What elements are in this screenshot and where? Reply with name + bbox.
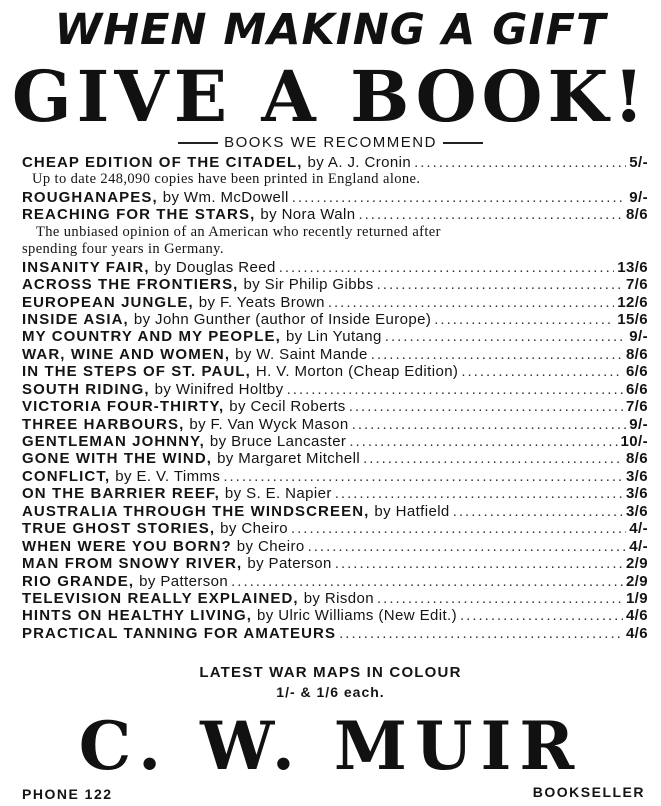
- leader-dots: [453, 503, 623, 520]
- leader-dots: [349, 398, 623, 415]
- book-price: 10/-: [620, 433, 648, 450]
- book-row: [22, 450, 648, 467]
- book-row: [22, 259, 648, 276]
- book-author: by Lin Yutang: [285, 328, 382, 346]
- book-row: [22, 468, 648, 485]
- book-row: [22, 363, 648, 380]
- book-row: [22, 311, 648, 328]
- book-title: CONFLICT,: [22, 467, 111, 485]
- leader-dots: [414, 154, 626, 171]
- book-row: [22, 573, 648, 590]
- book-price: 4/6: [625, 607, 648, 625]
- book-title: HINTS ON HEALTHY LIVING,: [22, 607, 253, 625]
- book-price: 8/6: [625, 206, 648, 224]
- book-author: by Cecil Roberts: [229, 398, 346, 416]
- book-title: IN THE STEPS OF ST. PAUL,: [22, 363, 251, 381]
- book-price: 1/9: [625, 589, 648, 607]
- book-price: 9/-: [629, 415, 648, 433]
- book-row: [22, 276, 648, 293]
- book-title: RIO GRANDE,: [22, 572, 135, 590]
- book-title: AUSTRALIA THROUGH THE WINDSCREEN,: [22, 502, 370, 520]
- book-row: [22, 294, 648, 311]
- book-author: by Wm. McDowell: [162, 188, 289, 206]
- book-price: 3/6: [625, 485, 648, 503]
- book-note: The unbiased opinion of an American who recently returned after: [36, 223, 441, 240]
- book-title: TRUE GHOST STORIES,: [22, 520, 216, 538]
- book-title: SOUTH RIDING,: [22, 380, 150, 398]
- book-title: VICTORIA FOUR-THIRTY,: [22, 398, 225, 416]
- book-title: ON THE BARRIER REEF,: [22, 485, 220, 503]
- leader-dots: [231, 573, 623, 590]
- book-author: by Patterson: [139, 572, 229, 590]
- book-row: [22, 520, 648, 537]
- war-maps-title: LATEST WAR MAPS IN COLOUR: [199, 664, 462, 681]
- book-title: GONE WITH THE WIND,: [22, 450, 213, 468]
- book-author: H. V. Morton (Cheap Edition): [255, 363, 459, 381]
- book-price: 3/6: [625, 467, 648, 485]
- right-rule: [443, 142, 483, 144]
- headline-give-a-book: GIVE A BOOK!: [11, 55, 650, 138]
- book-title: WAR, WINE AND WOMEN,: [22, 345, 231, 363]
- leader-dots: [339, 625, 623, 642]
- leader-dots: [377, 276, 623, 293]
- leader-dots: [335, 485, 623, 502]
- book-price: 6/6: [625, 380, 648, 398]
- book-price: 8/6: [625, 345, 648, 363]
- book-row: [22, 154, 648, 171]
- book-author: by Douglas Reed: [154, 258, 276, 276]
- book-row: [22, 381, 648, 398]
- book-list: [22, 154, 648, 642]
- book-price: 13/6: [617, 258, 648, 276]
- book-note: Up to date 248,090 copies have been printed in England alone.: [32, 171, 421, 188]
- book-author: by Ulric Williams (New Edit.): [257, 607, 457, 625]
- book-price: 6/6: [625, 363, 648, 381]
- seller-role: BOOKSELLER: [532, 784, 645, 800]
- book-title: INSIDE ASIA,: [22, 310, 129, 328]
- book-row: [22, 189, 648, 206]
- book-author: by F. Van Wyck Mason: [189, 415, 349, 433]
- book-row: [22, 607, 648, 624]
- leader-dots: [460, 607, 623, 624]
- book-author: by Risdon: [303, 589, 374, 607]
- book-price: 9/-: [629, 328, 648, 346]
- book-row: [22, 398, 648, 415]
- book-row: [22, 328, 648, 345]
- phone-number: PHONE 122: [22, 786, 113, 802]
- book-price: 3/6: [625, 502, 648, 520]
- section-title-text: BOOKS WE RECOMMEND: [224, 134, 437, 151]
- left-rule: [178, 142, 218, 144]
- book-price: 4/-: [629, 520, 648, 538]
- headline-gift: WHEN MAKING A GIFT: [54, 5, 607, 55]
- leader-dots: [461, 363, 623, 380]
- book-author: by Cheiro: [236, 537, 305, 555]
- book-note: spending four years in Germany.: [22, 241, 224, 258]
- leader-dots: [434, 311, 614, 328]
- leader-dots: [328, 294, 614, 311]
- book-author: by Sir Philip Gibbs: [243, 276, 374, 294]
- book-price: 4/6: [625, 624, 648, 642]
- book-price: 7/6: [625, 398, 648, 416]
- book-price: 7/6: [625, 276, 648, 294]
- leader-dots: [377, 590, 623, 607]
- book-author: by Bruce Lancaster: [209, 433, 347, 450]
- book-title: GENTLEMAN JOHNNY,: [22, 433, 205, 450]
- leader-dots: [335, 555, 623, 572]
- book-author: by Nora Waln: [260, 206, 356, 224]
- seller-name: C. W. MUIR: [78, 707, 583, 785]
- book-title: REACHING FOR THE STARS,: [22, 206, 256, 224]
- book-row: [22, 538, 648, 555]
- leader-dots: [287, 381, 623, 398]
- book-row: [22, 503, 648, 520]
- book-title: TELEVISION REALLY EXPLAINED,: [22, 589, 299, 607]
- book-title: WHEN WERE YOU BORN?: [22, 537, 232, 555]
- book-price: 9/-: [629, 188, 648, 206]
- book-price: 4/-: [629, 537, 648, 555]
- leader-dots: [292, 189, 627, 206]
- book-row: [22, 555, 648, 572]
- book-price: 12/6: [617, 293, 648, 311]
- book-author: by F. Yeats Brown: [198, 293, 325, 311]
- leader-dots: [363, 450, 623, 467]
- leader-dots: [371, 346, 623, 363]
- book-title: PRACTICAL TANNING FOR AMATEURS: [22, 624, 337, 642]
- book-row: [22, 416, 648, 433]
- book-author: by S. E. Napier: [224, 485, 332, 503]
- book-title: ROUGHANAPES,: [22, 188, 158, 206]
- book-row: [22, 485, 648, 502]
- book-row: [22, 625, 648, 642]
- book-price: 2/9: [625, 572, 648, 590]
- book-author: by Winifred Holtby: [154, 380, 284, 398]
- leader-dots: [358, 206, 622, 223]
- book-row: [22, 346, 648, 363]
- book-title: ACROSS THE FRONTIERS,: [22, 276, 239, 294]
- book-author: by Paterson: [247, 555, 332, 573]
- leader-dots: [279, 259, 614, 276]
- book-row: [22, 206, 648, 223]
- book-price: 2/9: [625, 555, 648, 573]
- book-price: 5/-: [629, 154, 648, 171]
- book-price: 15/6: [617, 310, 648, 328]
- book-title: CHEAP EDITION OF THE CITADEL,: [22, 154, 303, 171]
- leader-dots: [349, 433, 617, 450]
- book-author: by Cheiro: [220, 520, 288, 538]
- book-title: MY COUNTRY AND MY PEOPLE,: [22, 328, 281, 346]
- leader-dots: [223, 468, 623, 485]
- leader-dots: [352, 416, 627, 433]
- book-title: INSANITY FAIR,: [22, 258, 150, 276]
- section-title: [0, 134, 661, 152]
- book-row: [22, 590, 648, 607]
- leader-dots: [291, 520, 626, 537]
- book-author: by Margaret Mitchell: [217, 450, 361, 468]
- book-price: 8/6: [625, 450, 648, 468]
- book-author: by John Gunther (author of Inside Europe): [133, 310, 432, 328]
- book-title: MAN FROM SNOWY RIVER,: [22, 555, 243, 573]
- leader-dots: [385, 328, 627, 345]
- book-author: by E. V. Timms: [115, 467, 221, 485]
- book-title: THREE HARBOURS,: [22, 415, 185, 433]
- leader-dots: [308, 538, 627, 555]
- war-maps-price: 1/- & 1/6 each.: [276, 684, 385, 700]
- book-title: EUROPEAN JUNGLE,: [22, 293, 194, 311]
- book-row: [22, 433, 648, 450]
- book-author: by Hatfield: [374, 502, 450, 520]
- book-author: by W. Saint Mande: [235, 345, 368, 363]
- book-author: by A. J. Cronin: [307, 154, 412, 171]
